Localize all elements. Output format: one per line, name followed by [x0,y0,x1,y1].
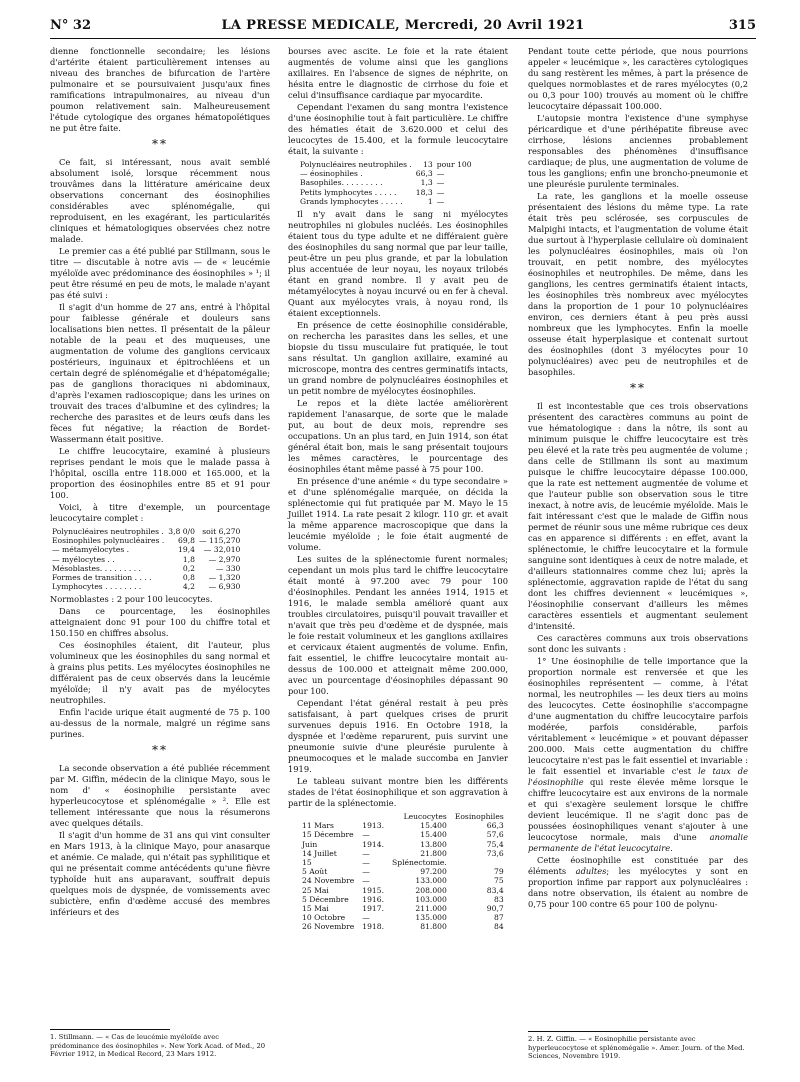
section-separator: ** [152,137,168,151]
column-3 [528,46,748,911]
table-cell: Eosinophiles [454,812,504,822]
footnote-rule [50,1029,170,1030]
paragraph: Cependant l'examen du sang montra l'existence d'une éosinophilie tout à fait particulière. Le chiffre des hématies était de 3.620.000 et celui des leucocytes de 15.400, et la formule leucocytaire était, la suivante : [288,102,508,156]
table-cell: 1,3 [420,178,433,188]
leucocyte-formula-table-1 [50,527,242,591]
table-cell: pour 100 [436,160,472,169]
table-cell: — myélocytes . . [52,554,115,564]
table-cell: Basophiles. . . . . . . . . [300,178,383,188]
table-cell: 83,4 [486,885,504,895]
table-cell: — [362,913,370,923]
table-cell: 0,2 [182,563,195,573]
table-cell: — métamyélocytes . [52,545,130,555]
table-cell: 5 Décembre [302,894,349,904]
table-row [50,555,242,564]
paragraph: La rate, les ganglions et la moelle osseuse présentaient des lésions du même type. La rate était très peu sclérosée, ses corpuscules de Malpighi intacts, et l'augmentation de volume était due surtout à l'hyperplasie cellulaire où dominaient les polynucléaires éosinophiles, mais où l'on trouvait, en petit nombre, des myélocytes éosinophiles et neutrophiles. De même, dans les ganglions, les centres germinatifs étaient intacts, les éosinophiles très nombreux avec myélocytes dans la proportion de 1 pour 10 polynucléaires environ, ces derniers étant à peu près aussi nombreux que les lymphocytes. Enfin la moelle osseuse était hyperplasique et contenait surtout des éosinophiles (dont 3 myélocytes pour 10 polynucléaires) avec peu de neutrophiles et de basophiles. [528,191,748,377]
table-cell: — 330 [215,563,241,573]
table-cell: 15.400 [420,830,447,840]
table-row [50,564,242,573]
paragraph: Pendant toute cette période, que nous pourrions appeler « leucémique », les caractères cytologiques du sang restèrent les mêmes, à part la présence de quelques normoblastes et de rares myélocytes (0,2 ou 0,3 pour 100) trouvés au moment où le chiffre leucocytaire dépassait 100.000. [528,46,748,111]
table-cell: 1915. [362,885,385,895]
paragraph: Dans ce pourcentage, les éosinophiles atteignaient donc 91 pour 100 du chiffre total et 150.150 en chiffres absolus. [50,606,270,639]
paragraph: dienne fonctionnelle secondaire; les lésions d'artérite étaient particulièrement intenses au niveau des branches de bifurcation de l'artère pulmonaire et se poursuivaient jusqu'aux fines ramifications intrapulmonaires, au niveau d'un poumon relativement sain. Malheureusement l'étude cytologique des organes hématopoïétiques ne put être faite. [50,46,270,133]
table-cell: 81.800 [420,922,447,932]
paragraph: Il n'y avait dans le sang ni myélocytes neutrophiles ni globules nucléés. Les éosinophiles étaient tous du type adulte et ne différaient guère des éosinophiles du sang normal que par leur taille, peut-être un peu plus grande, et par la lobulation plus accentuée de leur noyau, les noyaux trilobés étant en grand nombre. Il y avait peu de métamyélocytes à noyau incurvé ou en fer à cheval. Quant aux myélocytes vrais, à noyau rond, ils étaient exceptionnels. [288,209,508,319]
paragraph: Cependant l'état général restait à peu près satisfaisant, à part quelques crises de prurit survenues depuis 1916. En Octobre 1918, la dyspnée et l'œdème reparurent, puis survint une pneumonie suivie d'une pleurésie purulente à pneumocoques et le malade succomba en Janvier 1919. [288,698,508,775]
table-cell: 75,4 [486,839,504,849]
table-cell: 0,8 [182,573,195,583]
paragraph: Le tableau suivant montre bien les différents stades de l'état éosinophilique et son aggravation à partir de la splénectomie. [288,776,508,809]
table-row [298,895,508,904]
table-cell: Grands lymphocytes . . . . . [300,196,403,206]
table-row [298,849,508,858]
text-run: 1° Une éosinophilie de telle importance que la proportion normale est renversée et que les éosinophiles représentent — comme, à l'état normal, les neutrophiles — les deux tiers au moins des leucocytes. Cette éosinophilie s'accompagne d'une augmentation du chiffre leucocytaire parfois modérée, parfois considérable, parfois véritablement « leucémique » et pouvant dépasser 200.000. Mais cette augmentation du chiffre leucocytaire n'est pas le fait essentiel et invariable : le fait essentiel et invariable c'est [528,656,748,776]
table-cell: 25 Mai [302,885,329,895]
table-cell: 24 Novembre [302,876,355,886]
table-cell: 211.000 [415,904,447,914]
column-1 [50,46,270,919]
text-run: qui reste élevée même lorsque le chiffre leucocytaire est aux environs de la normale et qui s'exagère seulement lorsque le chiffre devient leucémique. Il ne s'agit donc pas de poussées éosinophiliques venant s'ajouter à une leucocytose normale, mais d'une [528,777,748,842]
table-row [298,867,508,876]
table-row [298,922,508,931]
paragraph [528,855,748,910]
table-cell [451,858,508,867]
table-row [50,582,242,591]
table-cell: Mésoblastes. . . . . . . . . [52,563,141,573]
table-cell: — [362,848,370,858]
table-cell: Polynucléaires neutrophiles . [52,527,164,536]
table-cell: 57,6 [486,830,504,840]
table-cell: 75 [494,876,504,886]
table-cell: 1914. [362,839,385,849]
paragraph: La seconde observation a été publiée récemment par M. Giffin, médecin de la clinique Mayo, sous le nom d' « éosinophilie persistante avec hyperleucocytose et splénomégalie » ². Elle est tellement intéressante que nous la résumerons avec quelques détails. [50,763,270,829]
table-cell: 83 [494,894,504,904]
table-cell: Splénectomie. [392,858,447,868]
paragraph: Il s'agit d'un homme de 31 ans qui vint consulter en Mars 1913, à la clinique Mayo, pour anasarque et anémie. Ce malade, qui n'était pas syphilitique et qui ne présentait comme antécédents qu'une fièvre typhoïde huit ans auparavant, souffrait depuis quelques mois de dyspnée, de vomissements avec subictère, enfin d'œdème accusé des membres inférieurs et des [50,830,270,918]
table-cell: Lymphocytes . . . . . . . . [52,582,142,592]
paragraph: Ces éosinophiles étaient, dit l'auteur, plus volumineux que les éosinophiles du sang normal et à grains plus petits. Les myélocytes éosinophiles ne différaient pas de ceux observés dans la leucémie myéloïde; il n'y avait pas de myélocytes neutrophiles. [50,640,270,706]
table-cell: 84 [494,922,504,932]
table-cell: — 115,270 [198,536,241,546]
paragraph: En présence d'une anémie « du type secondaire » et d'une splénomégalie marquée, on décida la splénectomie qui fut pratiquée par M. Mayo le 15 Juillet 1914. La rate pesait 2 kilogr. 110 gr. et avait la même apparence macroscopique que dans la leucémie myéloïde ; le foie était augmenté de volume. [288,476,508,553]
table-cell: — [362,867,370,877]
table-cell: 66,3 [415,169,433,179]
table-cell: 87 [494,913,504,923]
table-cell: 26 Novembre [302,922,355,932]
table-cell: 5 Août [302,867,328,877]
table-cell: 97.200 [420,867,447,877]
paragraph: Les suites de la splénectomie furent normales; cependant un mois plus tard le chiffre leucocytaire était monté à 97.200 avec 79 pour 100 d'éosinophiles. Pendant les années 1914, 1915 et 1916, le malade sembla amélioré quant aux troubles circulatoires, puisqu'il pouvait travailler et n'avait que très peu d'œdème et de dyspnée, mais le foie restait volumineux et les ganglions axillaires et cervicaux étaient augmentés de volume. Enfin, fait essentiel, le chiffre leucocytaire montait au-dessus de 100.000 et atteignait même 200.000, avec un pourcentage d'éosinophiles dépassant 90 pour 100. [288,554,508,697]
table-cell: 18,3 [415,187,433,197]
table-cell: — 1,320 [208,573,241,583]
journal-title: LA PRESSE MEDICALE, Mercredi, 20 Avril 1921 [221,18,585,33]
table-cell: 15 Mai [302,904,329,914]
column-2 [288,46,508,935]
table-cell [298,812,358,821]
italic-run: adultes [575,866,607,876]
table-cell [358,812,388,821]
table-row [298,169,474,178]
table-cell: 1913. [362,821,385,831]
table-row [298,188,474,197]
table-cell: 13.800 [420,839,447,849]
paragraph: Il est incontestable que ces trois observations présentent des caractères communs au point de vue hématologique : dans la nôtre, ils sont au minimum puisque le chiffre leucocytaire est très peu élevé et la rate très peu augmentée de volume ; dans celle de Stillmann ils sont au maximum puisque le chiffre leucocytaire dépasse 100.000, que la rate est nettement augmentée de volume et que l'auteur publie son observation sous le titre inexact, à notre avis, de leucémie myéloïde. Mais le fait intéressant c'est que le malade de Giffin nous permet de réunir sous une même rubrique ces deux cas en apparence si différents : en effet, avant la splénectomie, le chiffre leucocytaire et la formule sanguine sont identiques à ceux de notre malade, et d'ailleurs stationnaires comme chez lui; après la splénectomie, aggravation rapide de l'état du sang dont les chiffres deviennent « leucémiques », l'éosinophilie conservant d'ailleurs les mêmes caractères essentiels et augmentant seulement d'intensité. [528,401,748,631]
table-cell: Eosinophiles polynucléaires . [52,536,165,546]
table-cell: soit 6,270 [202,527,241,536]
table-row [298,904,508,913]
table-row [50,545,242,554]
table-row [298,830,508,839]
table-cell: 1,8 [182,554,195,564]
table-cell: — [362,830,370,840]
running-header [50,18,756,39]
table-cell: 1916. [362,894,385,904]
paragraph: Il s'agit d'un homme de 27 ans, entré à l'hôpital pour faiblesse générale et douleurs sans localisations bien nettes. Il présentait de la pâleur notable de la peau et des muqueuses, une augmentation de volume des ganglions cervicaux postérieurs, inguinaux et épitrochléens et un certain degré de splénomégalie et d'hépatomégalie; pas de ganglions thoraciques ni abdominaux, d'après l'examen radioscopique; dans les urines on trouvait des traces d'albumine et des cylindres; la recherche des parasites et de leurs œufs dans les fèces fut négative; la réaction de Bordet-Wassermann était positive. [50,302,270,444]
footnote-2 [528,1031,748,1061]
table-cell: — 2,970 [208,554,241,564]
paragraph: L'autopsie montra l'existence d'une symphyse péricardique et d'une périhépatite fibreuse avec cirrhose, lésions anciennes probablement responsables des phénomènes d'insuffisance cardiaque; de plus, une augmentation de volume de tous les ganglions; enfin une broncho-pneumonie et une pleurésie purulente terminales. [528,113,748,189]
section-separator: ** [630,381,646,395]
table-row [298,913,508,922]
paragraph: Le chiffre leucocytaire, examiné à plusieurs reprises pendant le mois que le malade passa à l'hôpital, oscilla entre 118.000 et 165.000, et la proportion des éosinophiles entre 85 et 91 pour 100. [50,446,270,500]
table-cell: Leucocytes [403,812,447,822]
section-separator: ** [152,743,168,758]
paragraph: Ce fait, si intéressant, nous avait semblé absolument isolé, lorsque récemment nous trouvâmes dans la littérature américaine deux observations concernant des éosinophilies considérables avec splénomégalie, qui reproduisent, en les exagérant, les particularités cliniques et hématologiques observées chez notre malade. [50,157,270,244]
table-cell: 66,3 [486,821,504,831]
table-cell: 73,6 [486,848,504,858]
table-cell: 79 [494,867,504,877]
table-cell: 11 Mars [302,821,334,831]
issue-number: N° 32 [50,18,91,33]
table-cell: 14 Juillet [302,848,337,858]
table-cell: — 32,010 [203,545,241,555]
table-row [298,197,474,206]
paragraph: Le premier cas a été publié par Stillmann, sous le titre — discutable à notre avis — de « leucémie myéloïde avec prédominance des éosinophiles » ¹; il peut être résumé en peu de mots, le malade n'ayant pas été suivi : [50,246,270,300]
table-cell: 69,8 [178,536,195,546]
table-row [298,812,508,821]
paragraph: Le repos et la diète lactée améliorèrent rapidement l'anasarque, de sorte que le malade put, au bout de deux mois, reprendre ses occupations. Un an plus tard, en Juin 1914, son état général était bon, mais le sang présentait toujours les mêmes caractères, le pourcentage des éosinophiles étant même passé à 75 pour 100. [288,398,508,475]
table-row [298,160,474,169]
text-run: Cette éosinophilie est constituée par des éléments [528,855,748,876]
table-cell: — [362,858,370,868]
paragraph: bourses avec ascite. Le foie et la rate étaient augmentés de volume ainsi que les ganglions axillaires. En l'absence de signes de néphrite, on hésita entre le diagnostic de cirrhose du foie et celui d'insuffisance cardiaque par myocardite. [288,46,508,100]
table-cell: Juin [302,839,318,849]
paragraph: Enfin l'acide urique était augmenté de 75 p. 100 au-dessus de la normale, malgré un régime sans purines. [50,707,270,740]
paragraph: En présence de cette éosinophilie considérable, on rechercha les parasites dans les selles, et une biopsie du tissu musculaire fut pratiquée, le tout sans résultat. Un ganglion axillaire, examiné au microscope, montra des centres germinatifs intacts, un grand nombre de polynucléaires éosinophiles et un petit nombre de myélocytes éosinophiles. [288,320,508,397]
table-note: Normoblastes : 2 pour 100 leucocytes. [50,594,213,605]
footnote-text: 1. Stillmann. — « Cas de leucémie myéloïde avec prédominance des éosinophiles ». New York Acad. of Med., 20 Février 1912, in Medical Record, 23 Mars 1912. [50,1033,266,1058]
table-cell: 4,2 [182,582,195,592]
table-row [50,573,242,582]
table-cell: 103.000 [415,894,447,904]
table-cell: 133.000 [415,876,447,886]
table-row [298,821,508,830]
table-cell: 10 Octobre [302,913,346,923]
table-cell: 1 [427,196,433,206]
paragraph: Ces caractères communs aux trois observations sont donc les suivants : [528,633,748,654]
eosinophilia-timeline-table [298,812,508,932]
table-cell: — [362,876,370,886]
table-cell: 1917. [362,904,385,914]
table-cell: — [436,196,445,206]
table-cell: — [436,187,445,197]
table-cell: — 6,930 [208,582,241,592]
footnote-text: 2. H. Z. Giffin. — « Eosinophilie persistante avec hyperleucocytose et splénomégalie ». Amer. Journ. of the Med. Sciences, Novembre 1919. [528,1035,745,1060]
leucocyte-formula-table-2 [298,160,474,206]
table-row [298,886,508,895]
table-cell: — [436,178,445,188]
table-cell: Polynucléaires neutrophiles . [300,160,412,169]
table-cell: Petits lymphocytes . . . . . [300,187,397,197]
table-cell: 15 Décembre [302,830,354,840]
footnote-rule [528,1031,648,1032]
table-row [298,876,508,885]
table-cell: 90,7 [486,904,504,914]
page-number: 315 [728,18,756,33]
italic-run: anomalie permanente de l'état leucocytaire. [528,832,748,853]
table-cell: Formes de transition . . . . [52,573,152,583]
paragraph: Voici, à titre d'exemple, un pourcentage leucocytaire complet : [50,502,270,523]
table-row [298,840,508,849]
table-row [298,178,474,187]
italic-run: le taux de l'éosinophilie [528,766,748,787]
table-cell: 21.800 [420,848,447,858]
paragraph [528,656,748,854]
table-row [298,858,508,867]
text-run: ; les myélocytes y sont en proportion infime par rapport aux polynucléaires : dans notre observation, ils étaient au nombre de 0,75 pour 100 contre 65 pour 100 de polynu- [528,866,748,909]
table-cell: 15.400 [420,821,447,831]
table-row [50,536,242,545]
table-cell: 135.000 [415,913,447,923]
table-cell: — éosinophiles . [300,169,363,179]
table-cell: — [436,169,445,179]
table-cell: 19,4 [178,545,195,555]
table-cell: 13 [423,160,433,169]
table-row [50,527,242,536]
footnote-1 [50,1029,270,1059]
table-cell: 1918. [362,922,385,932]
table-cell: 3,8 0/0 [168,527,195,536]
table-cell: 208.000 [415,885,447,895]
table-cell: 15 [302,858,312,868]
